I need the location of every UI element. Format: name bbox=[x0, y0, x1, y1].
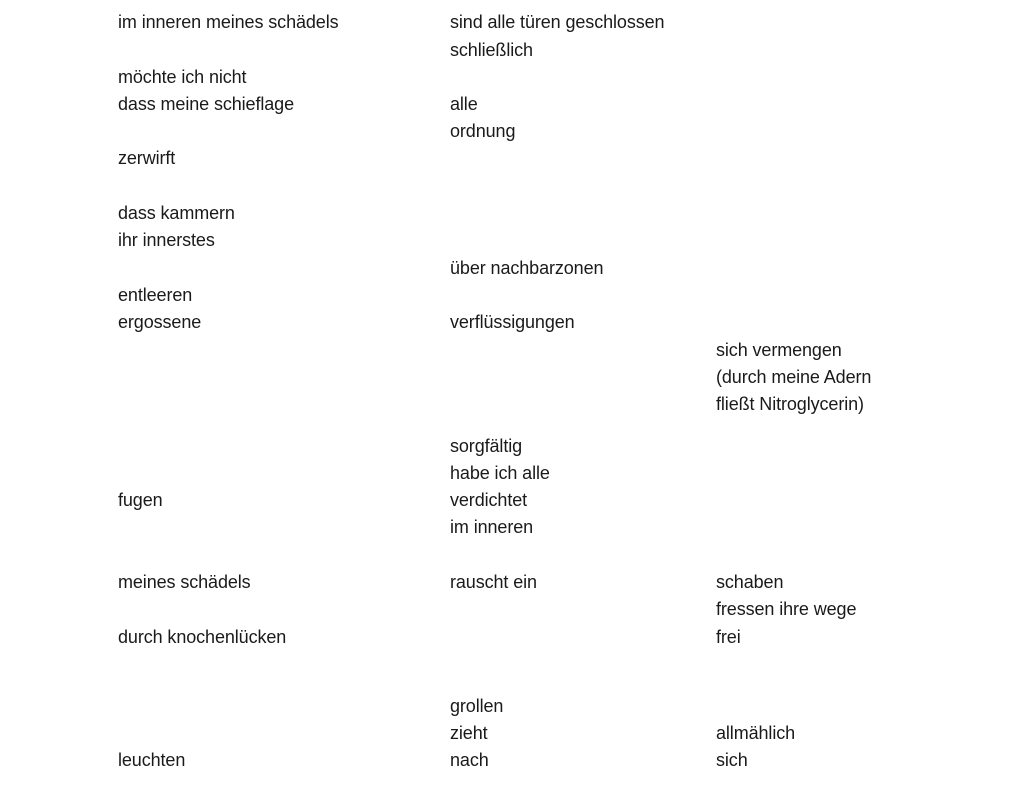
poem-line: zieht bbox=[450, 723, 488, 743]
poem-line: schließlich bbox=[450, 40, 533, 60]
poem-line: fressen ihre wege bbox=[716, 599, 857, 619]
poem-line: verflüssigungen bbox=[450, 312, 575, 332]
poem-line: ergossene bbox=[118, 312, 202, 332]
poem-line: fugen bbox=[118, 490, 163, 510]
poem-line: fließt Nitroglycerin) bbox=[716, 394, 864, 414]
poem-line: schaben bbox=[716, 572, 784, 592]
poem-line: sind alle türen geschlossen bbox=[450, 12, 665, 32]
poem-line: sich vermengen bbox=[716, 340, 842, 360]
poem-line: zerwirft bbox=[118, 148, 176, 168]
poem-line: verdichtet bbox=[450, 490, 528, 510]
poem-line: meines schädels bbox=[118, 572, 251, 592]
poem-line: rauscht ein bbox=[450, 572, 537, 592]
poem-line: alle bbox=[450, 94, 478, 114]
poem-line: dass kammern bbox=[118, 203, 235, 223]
poem-line: allmählich bbox=[716, 723, 796, 743]
poem-line: grollen bbox=[450, 696, 504, 716]
poem-line: sich bbox=[716, 750, 748, 770]
poem-line: entleeren bbox=[118, 285, 193, 305]
poem-line: nach bbox=[450, 750, 489, 770]
poem-line: frei bbox=[716, 627, 741, 647]
poem-line: im inneren meines schädels bbox=[118, 12, 339, 32]
poem-line: dass meine schieflage bbox=[118, 94, 295, 114]
poem-line: sorgfältig bbox=[450, 436, 523, 456]
poem-line: habe ich alle bbox=[450, 463, 550, 483]
poem-line: ihr innerstes bbox=[118, 230, 215, 250]
poem-line: über nachbarzonen bbox=[450, 258, 604, 278]
poem-line: möchte ich nicht bbox=[118, 67, 247, 87]
poem-line: (durch meine Adern bbox=[716, 367, 872, 387]
poem-line: im inneren bbox=[450, 517, 534, 537]
poem-line: ordnung bbox=[450, 121, 516, 141]
poem-line: durch knochenlücken bbox=[118, 627, 287, 647]
poem-line: leuchten bbox=[118, 750, 186, 770]
